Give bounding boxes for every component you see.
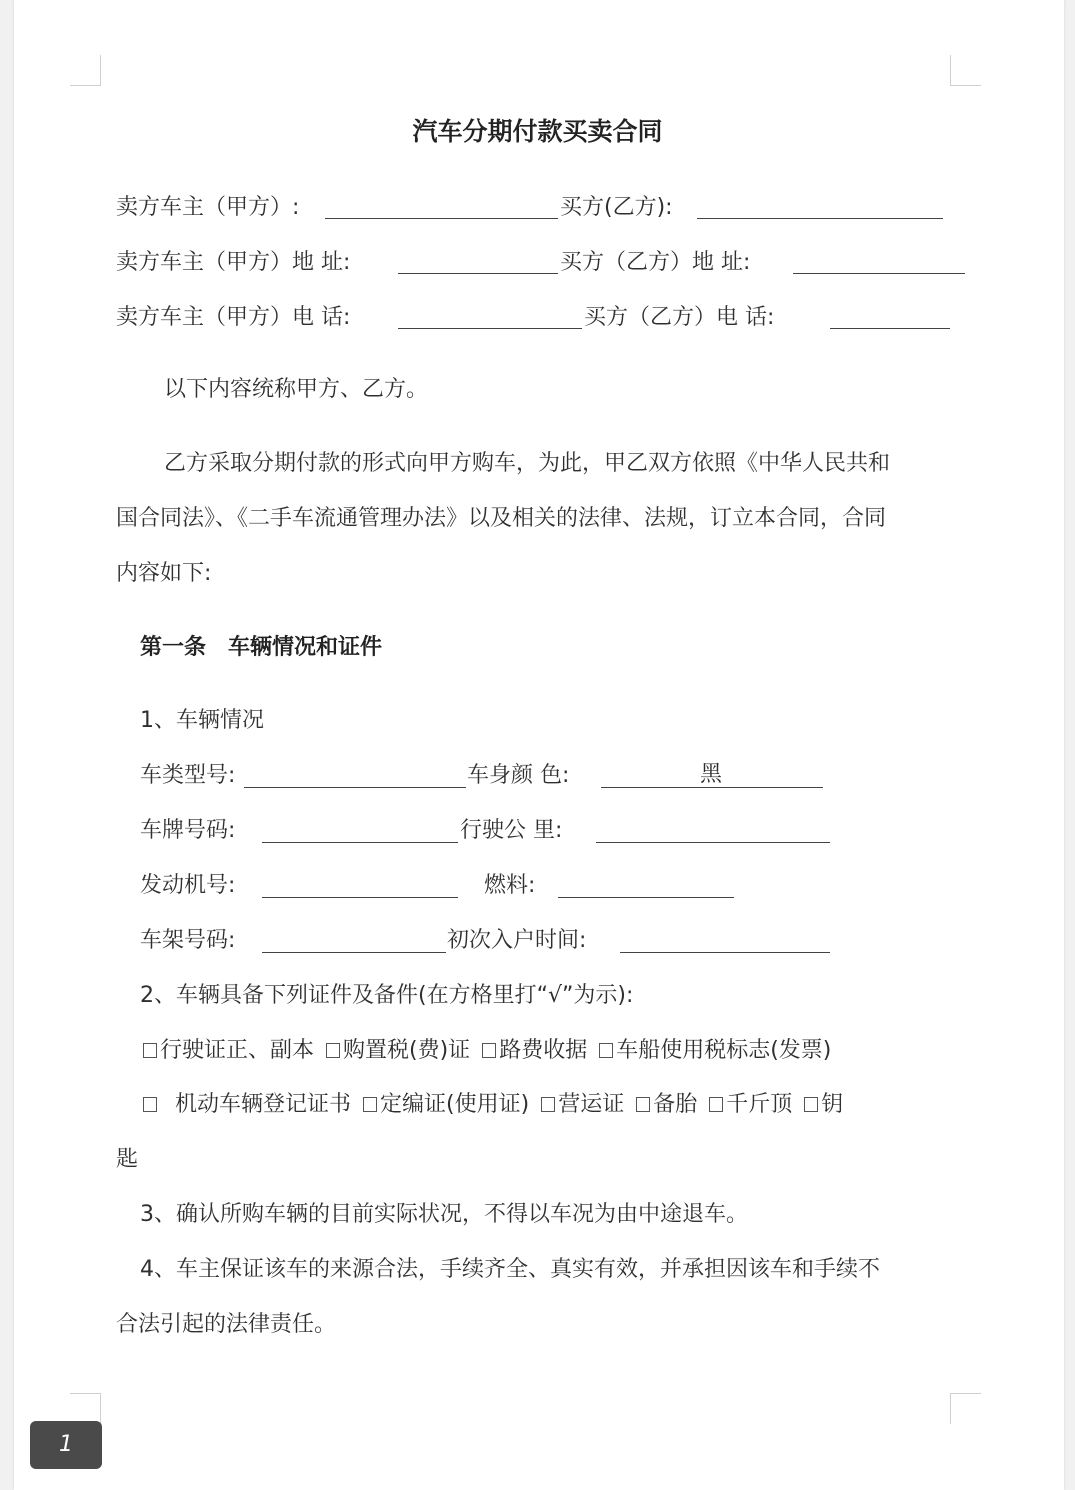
vehicle-model-label: 车类型号: xyxy=(140,763,236,788)
preamble-line-3: 内容如下: xyxy=(116,561,212,586)
checkbox-icon[interactable] xyxy=(326,1043,340,1058)
buyer-phone-blank[interactable] xyxy=(830,328,950,329)
checkbox-icon[interactable] xyxy=(143,1043,157,1058)
clause-4-line-2: 合法引起的法律责任。 xyxy=(116,1312,337,1337)
clause-4-line-1: 4、车主保证该车的来源合法，手续齐全、真实有效，并承担因该车和手续不 xyxy=(140,1257,880,1282)
buyer-address-blank[interactable] xyxy=(793,273,965,274)
checkbox-icon[interactable] xyxy=(541,1097,555,1112)
checkbox-icon[interactable] xyxy=(363,1097,377,1112)
frame-label: 车架号码: xyxy=(140,928,236,953)
vehicle-info-subheading: 1、车辆情况 xyxy=(140,708,264,733)
seller-address-label: 卖方车主（甲方）地 址: xyxy=(116,250,351,275)
seller-phone-blank[interactable] xyxy=(398,328,582,329)
checkbox-icon[interactable] xyxy=(482,1043,496,1058)
checkbox-icon[interactable] xyxy=(804,1097,818,1112)
vehicle-model-blank[interactable] xyxy=(244,787,466,788)
checkbox-row-2 xyxy=(143,1090,843,1120)
frame-blank[interactable] xyxy=(262,952,446,953)
body-color-label: 车身颜 色: xyxy=(467,763,570,788)
checkbox-driving-license[interactable]: 行驶证正、副本 xyxy=(143,1038,314,1063)
checkbox-vehicle-tax[interactable]: 车船使用税标志(发票) xyxy=(599,1038,831,1063)
plate-label: 车牌号码: xyxy=(140,818,236,843)
mileage-blank[interactable] xyxy=(596,842,830,843)
seller-address-blank[interactable] xyxy=(398,273,558,274)
checkbox-purchase-tax[interactable]: 购置税(费)证 xyxy=(326,1038,470,1063)
checkbox-registration-cert[interactable]: 机动车辆登记证书 xyxy=(143,1092,351,1117)
first-registration-blank[interactable] xyxy=(620,952,830,953)
fuel-label: 燃料: xyxy=(484,873,536,898)
checkbox-icon[interactable] xyxy=(599,1043,613,1058)
page-number-indicator[interactable]: 1 xyxy=(30,1421,102,1469)
mileage-label: 行驶公 里: xyxy=(460,818,563,843)
checkbox-icon[interactable] xyxy=(636,1097,650,1112)
margin-mark-top-right xyxy=(950,55,981,86)
preamble-line-2: 国合同法》、《二手车流通管理办法》以及相关的法律、法规，订立本合同，合同 xyxy=(116,506,887,531)
buyer-phone-label: 买方（乙方）电 话: xyxy=(584,305,775,330)
margin-mark-bottom-right xyxy=(950,1393,981,1424)
checkbox-icon[interactable] xyxy=(709,1097,723,1112)
checkbox-key[interactable]: 钥 xyxy=(804,1092,843,1117)
buyer-label: 买方(乙方): xyxy=(560,195,673,220)
checkbox-icon[interactable] xyxy=(143,1097,157,1112)
margin-mark-top-left xyxy=(70,55,101,86)
seller-phone-label: 卖方车主（甲方）电 话: xyxy=(116,305,351,330)
fuel-blank[interactable] xyxy=(558,897,734,898)
intro-text: 以下内容统称甲方、乙方。 xyxy=(164,377,429,402)
body-color-value: 黑 xyxy=(700,762,723,787)
seller-name-blank[interactable] xyxy=(325,218,558,219)
plate-blank[interactable] xyxy=(262,842,458,843)
engine-blank[interactable] xyxy=(262,897,458,898)
first-registration-label: 初次入户时间: xyxy=(447,928,587,953)
checkbox-operating-permit[interactable]: 营运证 xyxy=(541,1092,624,1117)
checkbox-capacity-cert[interactable]: 定编证(使用证) xyxy=(363,1092,529,1117)
buyer-address-label: 买方（乙方）地 址: xyxy=(560,250,751,275)
seller-label: 卖方车主（甲方）: xyxy=(116,195,300,220)
engine-label: 发动机号: xyxy=(140,873,236,898)
margin-mark-bottom-left xyxy=(70,1393,101,1424)
preamble-line-1: 乙方采取分期付款的形式向甲方购车，为此，甲乙双方依照《中华人民共和 xyxy=(164,451,891,476)
checkbox-jack[interactable]: 千斤顶 xyxy=(709,1092,792,1117)
checkbox-row-1 xyxy=(143,1036,831,1066)
document-title: 汽车分期付款买卖合同 xyxy=(412,117,663,146)
clause-3: 3、确认所购车辆的目前实际状况，不得以车况为由中途退车。 xyxy=(140,1202,748,1227)
buyer-name-blank[interactable] xyxy=(697,218,943,219)
checkbox-toll-receipt[interactable]: 路费收据 xyxy=(482,1038,587,1063)
article-1-heading: 第一条 车辆情况和证件 xyxy=(140,635,383,660)
documents-subheading: 2、车辆具备下列证件及备件(在方格里打“√”为示): xyxy=(140,983,634,1008)
checkbox-row-2-wrap: 匙 xyxy=(116,1147,139,1172)
checkbox-spare-tire[interactable]: 备胎 xyxy=(636,1092,697,1117)
